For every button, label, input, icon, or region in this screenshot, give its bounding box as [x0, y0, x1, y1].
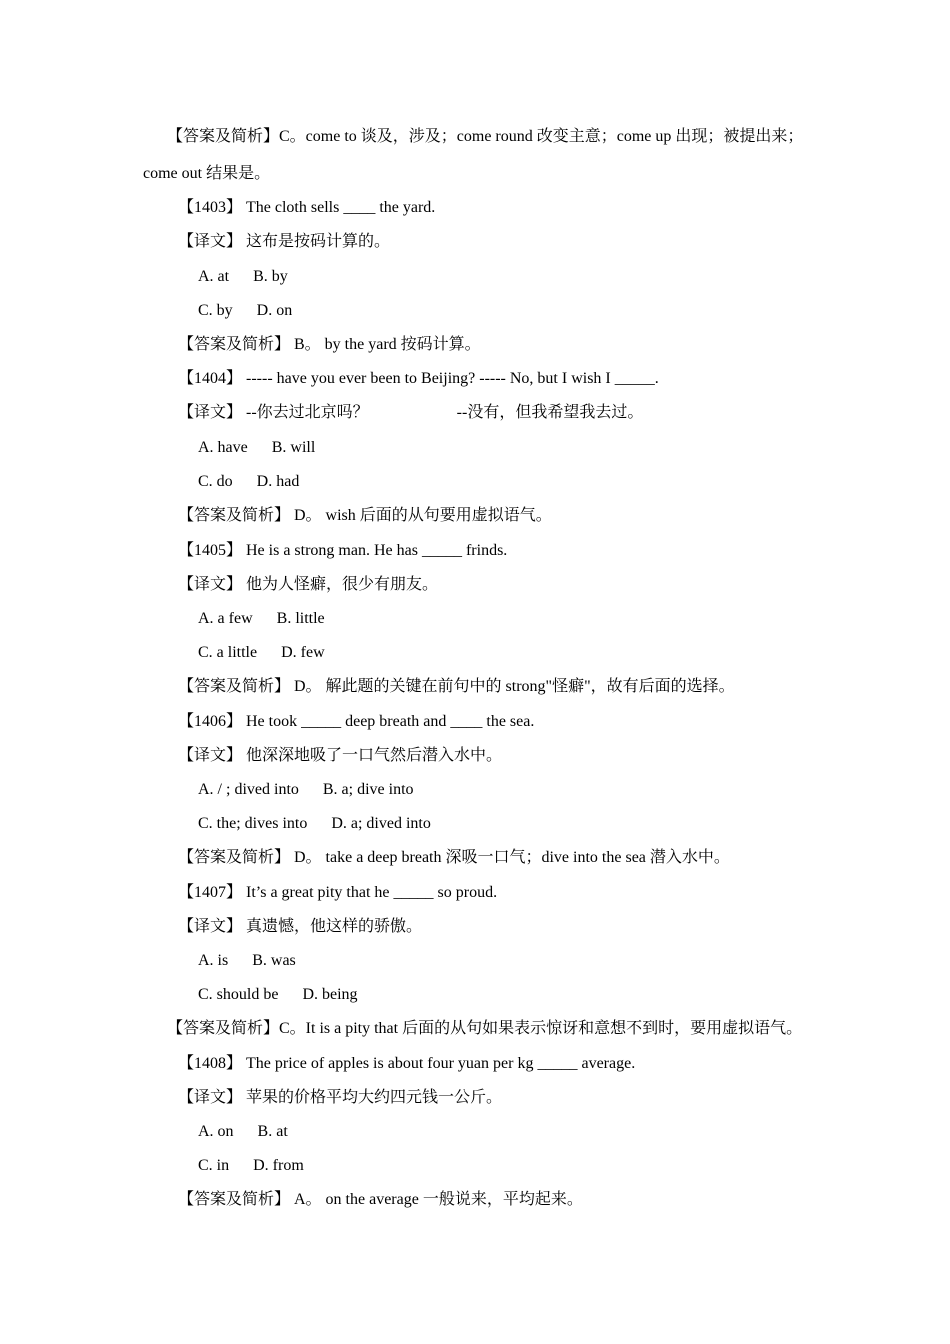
translation-1404: 【译文】 --你去过北京吗？ --没有，但我希望我去过。 — [178, 404, 644, 421]
translation-1403: 【译文】 这布是按码计算的。 — [178, 233, 391, 250]
options-1404-cd: C. do D. had — [198, 473, 300, 490]
question-1403: 【1403】 The cloth sells ____ the yard. — [178, 199, 436, 216]
options-1403-cd: C. by D. on — [198, 302, 293, 319]
options-1407-cd: C. should be D. being — [198, 986, 358, 1003]
translation-1407: 【译文】 真遗憾，他这样的骄傲。 — [178, 918, 423, 935]
question-1405: 【1405】 He is a strong man. He has _____ frinds. — [178, 542, 508, 559]
question-1406: 【1406】 He took _____ deep breath and ____ the sea. — [178, 713, 535, 730]
translation-1406: 【译文】 他深深地吸了一口气然后潜入水中。 — [178, 747, 503, 764]
answer-1404: 【答案及简析】 D。 wish 后面的从句要用虚拟语气。 — [178, 507, 552, 524]
question-1408: 【1408】 The price of apples is about four yuan per kg _____ average. — [178, 1055, 636, 1072]
options-1408-ab: A. on B. at — [198, 1123, 288, 1140]
answer-1408: 【答案及简析】 A。 on the average 一般说来，平均起来。 — [178, 1191, 583, 1208]
options-1406-cd: C. the; dives into D. a; dived into — [198, 815, 431, 832]
options-1407-ab: A. is B. was — [198, 952, 296, 969]
question-1407: 【1407】 It’s a great pity that he _____ so proud. — [178, 884, 498, 901]
question-1404: 【1404】 ----- have you ever been to Beijing? ----- No, but I wish I _____. — [178, 370, 659, 387]
translation-1408: 【译文】 苹果的价格平均大约四元钱一公斤。 — [178, 1089, 503, 1106]
options-1405-ab: A. a few B. little — [198, 610, 325, 627]
options-1408-cd: C. in D. from — [198, 1157, 304, 1174]
options-1406-ab: A. / ; dived into B. a; dive into — [198, 781, 414, 798]
answer-1407: 【答案及简析】C。It is a pity that 后面的从句如果表示惊讶和意想不到时，要用虚拟语气。 — [167, 1020, 803, 1037]
answer-1405: 【答案及简析】 D。 解此题的关键在前句中的 strong"怪癖"，故有后面的选择。 — [178, 678, 735, 695]
answer-1402: 【答案及简析】C。come to 谈及，涉及；come round 改变主意；come up 出现；被提出来； — [167, 128, 804, 145]
options-1405-cd: C. a little D. few — [198, 644, 325, 661]
options-1403-ab: A. at B. by — [198, 268, 288, 285]
answer-1403: 【答案及简析】 B。 by the yard 按码计算。 — [178, 336, 481, 353]
translation-1405: 【译文】 他为人怪癖，很少有朋友。 — [178, 576, 439, 593]
answer-1406: 【答案及简析】 D。 take a deep breath 深吸一口气；dive into the sea 潜入水中。 — [178, 849, 730, 866]
options-1404-ab: A. have B. will — [198, 439, 316, 456]
answer-1402-continued: come out 结果是。 — [143, 165, 271, 182]
